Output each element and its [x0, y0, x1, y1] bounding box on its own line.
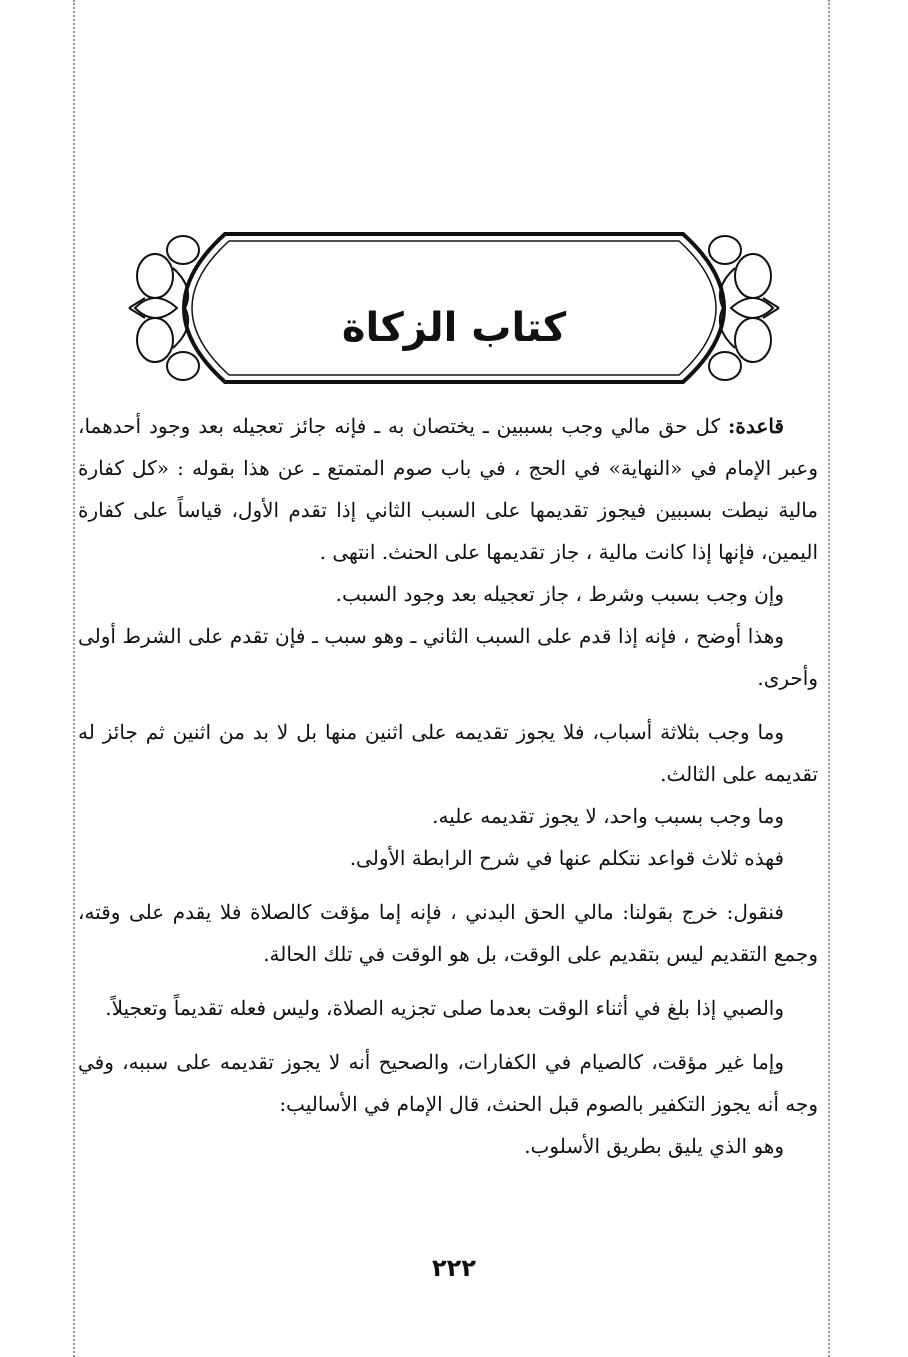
right-dotted-rule: [828, 0, 830, 1357]
paragraph: فنقول: خرج بقولنا: مالي الحق البدني ، فإنه إما مؤقت كالصلاة فلا يقدم على وقته، وجمع التقديم ليس بتقديم على الوقت، بل هو الوقت في تلك الحالة.: [78, 900, 818, 966]
paragraph: والصبي إذا بلغ في أثناء الوقت بعدما صلى تجزيه الصلاة، وليس فعله تقديماً وتعجيلاً.: [105, 996, 784, 1020]
paragraph: وإن وجب بسبب وشرط ، جاز تعجيله بعد وجود السبب.: [335, 582, 784, 606]
paragraph: وإما غير مؤقت، كالصيام في الكفارات، والصحيح أنه لا يجوز تقديمه على سببه، وفي وجه أنه يجوز التكفير بالصوم قبل الحنث، قال الإمام في الأساليب:: [78, 1050, 818, 1116]
paragraph: فهذه ثلاث قواعد نتكلم عنها في شرح الرابطة الأولى.: [349, 846, 784, 870]
chapter-title: كتاب الزكاة: [341, 305, 567, 351]
rule-label: قاعدة:: [728, 414, 784, 438]
page-body: [78, 405, 818, 1167]
paragraph: وهو الذي يليق بطريق الأسلوب.: [524, 1134, 784, 1158]
paragraph-rule: [78, 405, 818, 573]
paragraph: وما وجب بثلاثة أسباب، فلا يجوز تقديمه على اثنين منها بل لا بد من اثنين ثم جائز له تقديمه على الثالث.: [78, 720, 818, 786]
paragraph-text: كل حق مالي وجب بسببين ـ يختصان به ـ فإنه جائز تعجيله بعد وجود أحدهما، وعبر الإمام في «النهاية» في الحج ، في باب صوم المتمتع ـ عن هذا بقوله : «كل كفارة مالية نيطت بسببين فيجوز تقديمها على السبب الثاني إذا تقدم الأول، قياساً على كفارة اليمين، فإنها إذا كانت مالية ، جاز تقديمها على الحنث. انتهى .: [78, 414, 818, 564]
page-number: ٢٢٢: [432, 1254, 476, 1282]
left-dotted-rule: [73, 0, 75, 1357]
paragraph: وهذا أوضح ، فإنه إذا قدم على السبب الثاني ـ وهو سبب ـ فإن تقدم على الشرط أولى وأحرى.: [78, 624, 818, 690]
paragraph: وما وجب بسبب واحد، لا يجوز تقديمه عليه.: [432, 804, 784, 828]
